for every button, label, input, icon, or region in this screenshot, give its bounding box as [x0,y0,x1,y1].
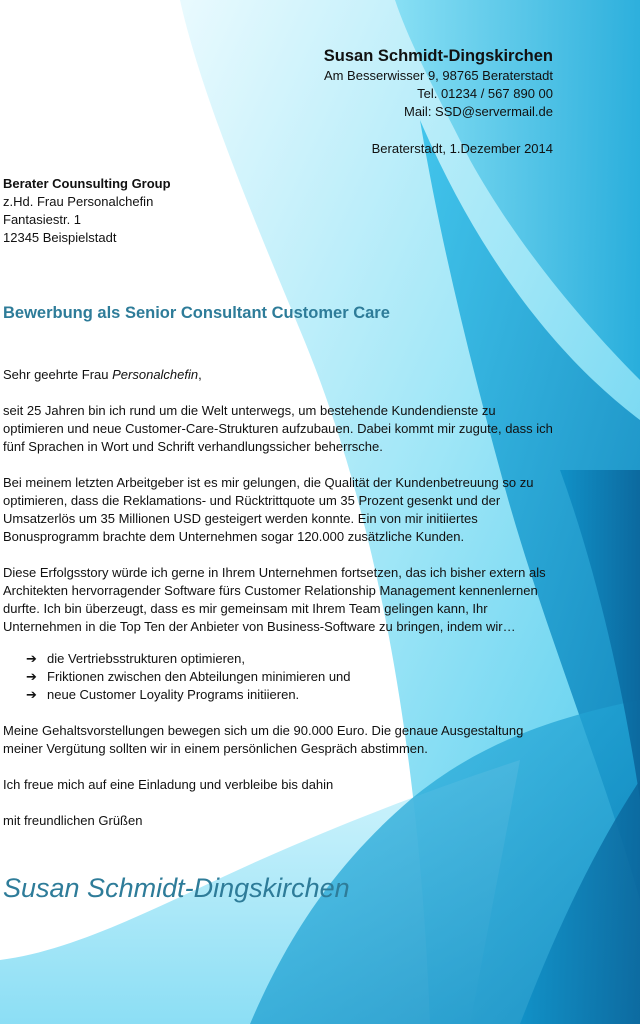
recipient-city: 12345 Beispielstadt [3,230,117,245]
bullet-text: neue Customer Loyality Programs initiieren. [47,687,300,702]
sender-mail: Mail: SSD@servermail.de [403,104,553,119]
salutation-suffix: , [198,367,202,382]
letter-body [3,366,555,848]
bullet-text: Friktionen zwischen den Abteilungen minimieren und [47,669,351,684]
signature: Susan Schmidt-Dingskirchen [3,873,350,903]
salutation-prefix: Sehr geehrte Frau [3,367,113,382]
sender-name: Susan Schmidt-Dingskirchen [323,47,553,65]
arrow-right-icon: ➔ [26,687,37,702]
bullet-list [26,650,555,704]
sender-block [324,45,553,121]
salutation [3,366,555,384]
recipient-street: Fantasiestr. 1 [3,212,82,227]
bullet-text: die Vertriebsstrukturen optimieren, [47,651,245,666]
greeting: mit freundlichen Grüßen [3,813,143,828]
arrow-right-icon: ➔ [26,651,37,666]
list-item [26,668,555,686]
list-item [26,650,555,668]
letter-date: Beraterstadt, 1.Dezember 2014 [371,141,553,156]
paragraph-motivation: Diese Erfolgsstory würde ich gerne in Ihrem Unternehmen fortsetzen, das ich bisher extern als Architekten hervorragender Software fürs Customer Relationship Management kennenlernen durfte. Ich bin überzeugt, dass es mir gemeinsam mit Ihrem Team gelingen kann, Ihr Unternehmen in die Top Ten der Anbieter von Business-Software zu bringen, indem wir… [3,565,546,634]
recipient-block [3,175,171,247]
salutation-name: Personalchefin [112,367,199,382]
recipient-company: Berater Counsulting Group [3,176,171,191]
paragraph-achievements: Bei meinem letzten Arbeitgeber ist es mir gelungen, die Qualität der Kundenbetreuung so zu optimieren, dass die Reklamations- und Rücktrittquote um 35 Prozent gesenkt und der Umsatzerlös um 35 Millionen USD gesteigert werden konnte. Ein von mir initiiertes Bonusprogramm brachte dem Unternehmen sogar 120.000 zusätzliche Kunden. [3,475,534,544]
paragraph-salary: Meine Gehaltsvorstellungen bewegen sich um die 90.000 Euro. Die genaue Ausgestaltung meiner Vergütung sollten wir in einem persönlichen Gespräch abstimmen. [3,723,524,756]
sender-address: Am Besserwisser 9, 98765 Beraterstadt [323,68,553,83]
arrow-right-icon: ➔ [26,669,37,684]
list-item [26,686,555,704]
subject-line: Bewerbung als Senior Consultant Customer Care [3,304,390,322]
recipient-attention: z.Hd. Frau Personalchefin [3,194,154,209]
paragraph-closing: Ich freue mich auf eine Einladung und verbleibe bis dahin [3,777,334,792]
sender-phone: Tel. 01234 / 567 890 00 [417,86,553,101]
paragraph-intro: seit 25 Jahren bin ich rund um die Welt unterwegs, um bestehende Kundendienste zu optimieren und neue Customer-Care-Strukturen aufzubauen. Dabei kommt mir zugute, dass ich fünf Sprachen in Wort und Schrift verhandlungssicher beherrsche. [3,403,553,454]
